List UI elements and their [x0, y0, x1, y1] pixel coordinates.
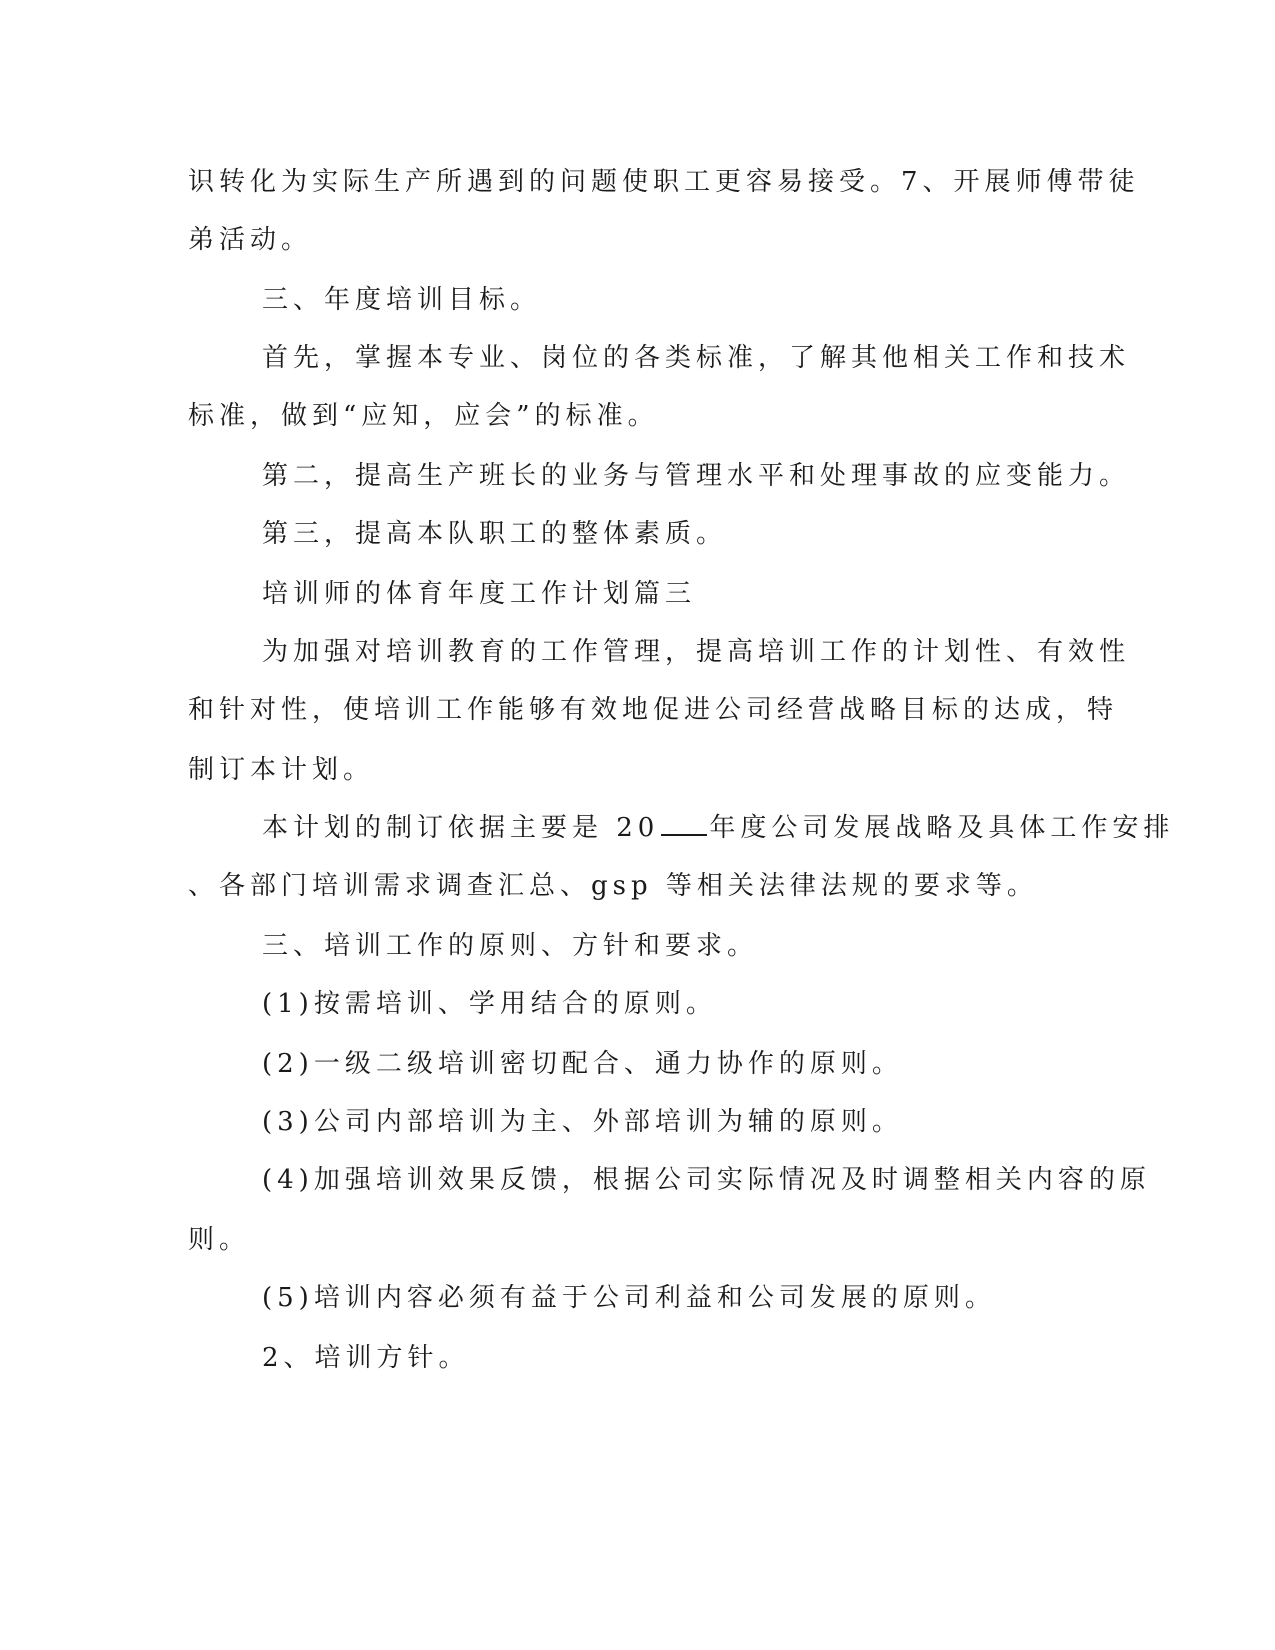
text-line: 第三，提高本队职工的整体素质。 [262, 519, 728, 549]
section-heading: 2、培训方针。 [262, 1343, 470, 1373]
text-line: 首先，掌握本专业、岗位的各类标准，了解其他相关工作和技术 [262, 343, 1131, 373]
list-item: (2)一级二级培训密切配合、通力协作的原则。 [262, 1049, 903, 1079]
text-line: 则。 [188, 1225, 251, 1255]
text-line: 制订本计划。 [188, 755, 375, 785]
text-line [262, 808, 1175, 848]
article-title: 培训师的体育年度工作计划篇三 [262, 579, 697, 609]
text-line: 标准，做到“应知，应会”的标准。 [188, 401, 659, 431]
list-item: (5)培训内容必须有益于公司利益和公司发展的原则。 [262, 1283, 996, 1313]
section-heading: 三、培训工作的原则、方针和要求。 [262, 931, 759, 961]
list-item: (1)按需培训、学用结合的原则。 [262, 989, 717, 1019]
text-line: 识转化为实际生产所遇到的问题使职工更容易接受。7、开展师傅带徒 [188, 167, 1140, 197]
list-item: (3)公司内部培训为主、外部培训为辅的原则。 [262, 1107, 903, 1137]
text-line: 和针对性，使培训工作能够有效地促进公司经营战略目标的达成，特 [188, 695, 1119, 725]
section-heading: 三、年度培训目标。 [262, 285, 542, 315]
text-segment: 年度公司发展战略及具体工作安排 [709, 813, 1175, 843]
text-segment: 本计划的制订依据主要是 20 [262, 813, 660, 843]
text-line: 为加强对培训教育的工作管理，提高培训工作的计划性、有效性 [262, 637, 1131, 667]
text-line: 第二，提高生产班长的业务与管理水平和处理事故的应变能力。 [262, 461, 1131, 491]
text-line: 、各部门培训需求调查汇总、gsp 等相关法律法规的要求等。 [188, 871, 1038, 901]
list-item: (4)加强培训效果反馈，根据公司实际情况及时调整相关内容的原 [262, 1165, 1151, 1195]
text-line: 弟活动。 [188, 225, 313, 255]
fill-in-blank [661, 810, 707, 836]
